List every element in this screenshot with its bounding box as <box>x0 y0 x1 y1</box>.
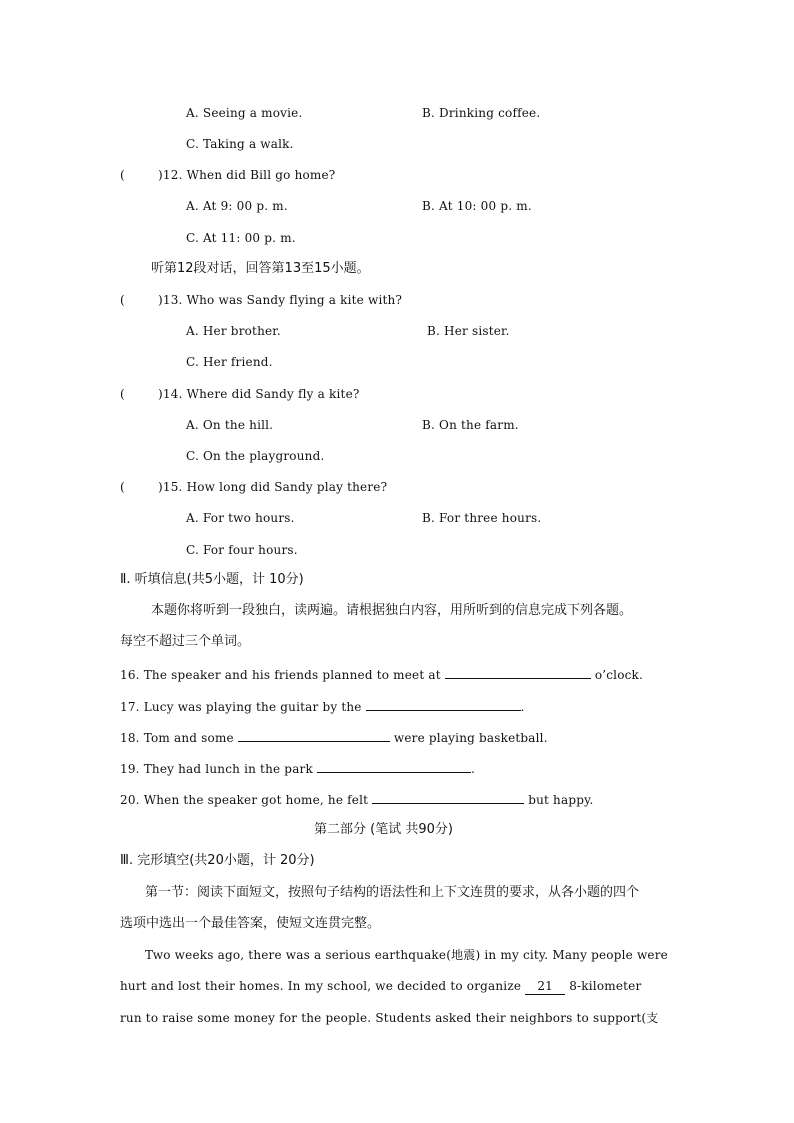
q15-stem: )15. How long did Sandy play there? <box>158 480 388 494</box>
blank-21[interactable]: 21 <box>525 978 565 995</box>
passage-line3: run to raise some money for the people. Students asked their neighbors to support(支 <box>120 1011 659 1025</box>
q13-option-c: C. Her friend. <box>186 355 273 369</box>
section3-instruction-line1: 第一节：阅读下面短文，按照句子结构的语法性和上下文连贯的要求，从各小题的四个 <box>145 885 640 900</box>
q16-text-after: o’clock. <box>594 668 644 682</box>
q15-option-a: A. For two hours. <box>186 511 295 525</box>
q14-stem: )14. Where did Sandy fly a kite? <box>158 387 360 401</box>
passage-line2-text: hurt and lost their homes. In my school, we decided to organize <box>120 979 522 993</box>
q16-text: 16. The speaker and his friends planned to meet at <box>120 668 441 682</box>
q20-text-after: but happy. <box>528 793 594 807</box>
section2-instruction-line2: 每空不超过三个单词。 <box>120 634 251 649</box>
passage-line1: Two weeks ago, there was a serious earthquake(地震) in my city. Many people were <box>145 948 668 962</box>
q14-option-a: A. On the hill. <box>186 418 274 432</box>
q11-option-a: A. Seeing a movie. <box>186 106 303 120</box>
q18-blank[interactable] <box>238 729 390 742</box>
q19-text-after: . <box>470 762 475 776</box>
q13-option-a: A. Her brother. <box>186 324 281 338</box>
q18-line <box>120 729 548 746</box>
q15-option-b: B. For three hours. <box>422 511 542 525</box>
q17-text-after: . <box>520 700 525 714</box>
q16-blank[interactable] <box>445 666 591 679</box>
q12-option-a: A. At 9: 00 p. m. <box>186 199 288 213</box>
q13-question <box>120 292 402 308</box>
section2-heading: Ⅱ. 听填信息(共5小题，计 10分) <box>120 572 304 587</box>
q13-option-b: B. Her sister. <box>427 324 510 338</box>
q20-text: 20. When the speaker got home, he felt <box>120 793 369 807</box>
q12-question <box>120 167 335 183</box>
q20-blank[interactable] <box>372 791 524 804</box>
dialog12-instruction: 听第12段对话，回答第13至15小题。 <box>151 261 370 276</box>
q13-stem: )13. Who was Sandy flying a kite with? <box>158 293 403 307</box>
answer-bracket: ( <box>120 293 125 307</box>
q20-line <box>120 791 593 808</box>
q16-line <box>120 666 643 683</box>
q14-question <box>120 386 360 402</box>
passage-line2 <box>120 978 641 995</box>
q19-text: 19. They had lunch in the park <box>120 762 313 776</box>
q17-text: 17. Lucy was playing the guitar by the <box>120 700 362 714</box>
q12-stem: )12. When did Bill go home? <box>158 168 336 182</box>
q17-line <box>120 698 525 715</box>
passage-line2-text-after: 8-kilometer <box>569 979 642 993</box>
q18-text: 18. Tom and some <box>120 731 234 745</box>
q14-option-b: B. On the farm. <box>422 418 519 432</box>
q19-blank[interactable] <box>317 760 471 773</box>
answer-bracket: ( <box>120 480 125 494</box>
section2-instruction-line1: 本题你将听到一段独白，读两遍。请根据独白内容，用所听到的信息完成下列各题。 <box>151 603 633 618</box>
q19-line <box>120 760 475 777</box>
q15-question <box>120 479 387 495</box>
q11-option-c: C. Taking a walk. <box>186 137 294 151</box>
q12-option-c: C. At 11: 00 p. m. <box>186 231 296 245</box>
q11-option-b: B. Drinking coffee. <box>422 106 541 120</box>
q12-option-b: B. At 10: 00 p. m. <box>422 199 532 213</box>
part2-heading: 第二部分 (笔试 共90分) <box>314 822 453 837</box>
answer-bracket: ( <box>120 168 125 182</box>
section3-heading: Ⅲ. 完形填空(共20小题，计 20分) <box>120 853 315 868</box>
answer-bracket: ( <box>120 387 125 401</box>
section3-instruction-line2: 选项中选出一个最佳答案，使短文连贯完整。 <box>120 916 381 931</box>
q15-option-c: C. For four hours. <box>186 543 298 557</box>
q18-text-after: were playing basketball. <box>393 731 548 745</box>
q14-option-c: C. On the playground. <box>186 449 325 463</box>
q17-blank[interactable] <box>366 698 521 711</box>
